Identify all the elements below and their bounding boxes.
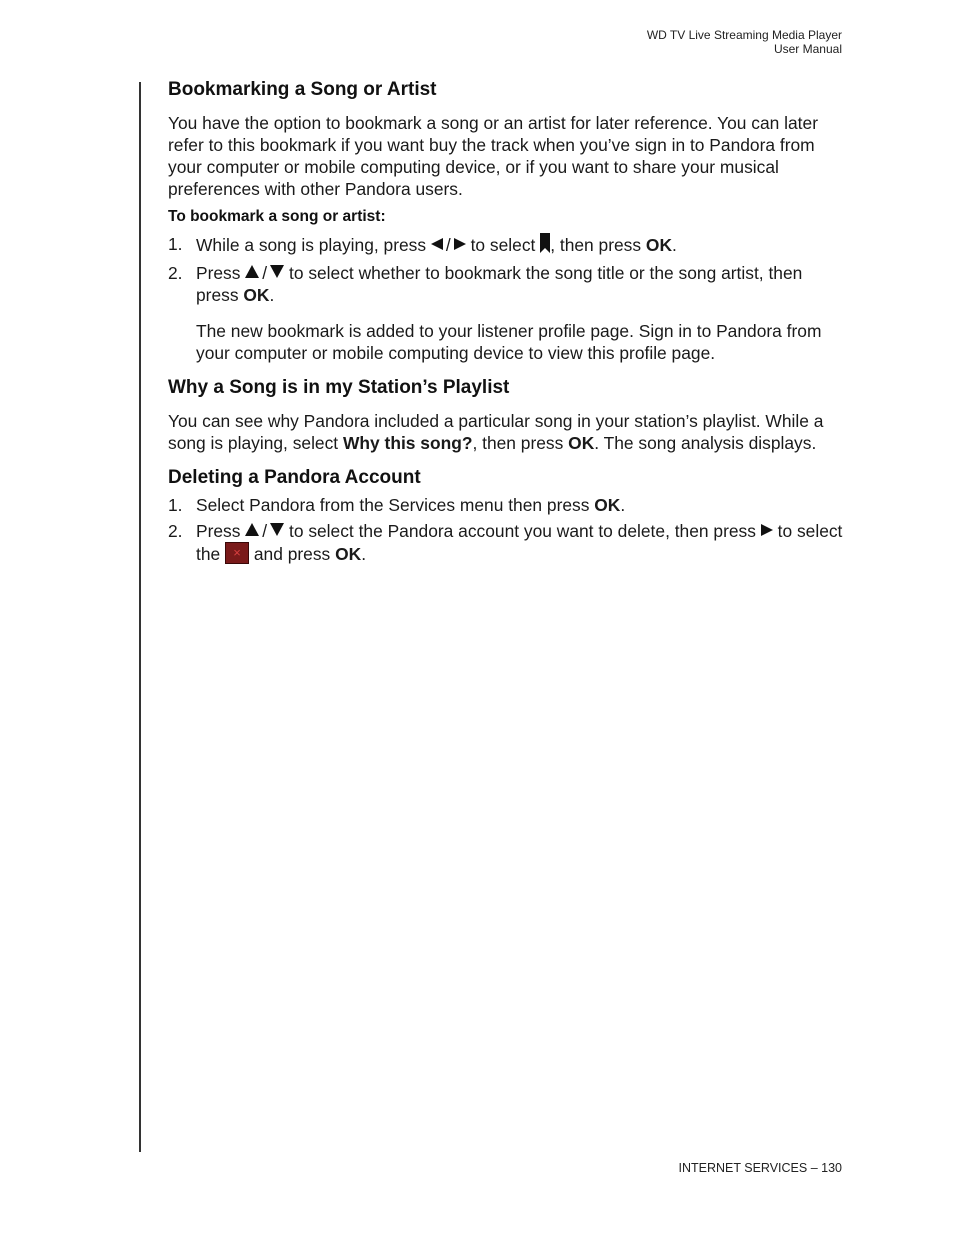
- delete-step-2: [168, 520, 844, 565]
- step-text: Press: [196, 263, 241, 283]
- ok-label: OK: [335, 544, 362, 564]
- step-end: .: [672, 235, 677, 255]
- step-text: to select whether to bookmark the song title or the song artist, then press: [196, 263, 803, 305]
- step-text: Press: [196, 521, 241, 541]
- ok-label: OK: [594, 495, 621, 515]
- body-text: You can see why Pandora included a particular song in your station’s playlist. While a song is playing, select: [168, 411, 824, 453]
- step-number: 2.: [168, 263, 183, 283]
- header-subtitle: User Manual: [773, 42, 842, 56]
- step-number: 1.: [168, 495, 183, 515]
- page-header: [647, 28, 842, 56]
- footer-section-label: INTERNET SERVICES: [678, 1161, 808, 1175]
- section-why-song-title: Why a Song is in my Station’s Playlist: [168, 377, 510, 398]
- body-text: , then press: [472, 433, 564, 453]
- step-end: .: [269, 285, 275, 305]
- delete-steps: [168, 494, 844, 565]
- step-text: and press: [253, 544, 331, 564]
- step-text: Select Pandora from the Services menu then press: [196, 495, 590, 515]
- step-end: .: [620, 495, 626, 515]
- bookmark-note: The new bookmark is added to your listener profile page. Sign in to Pandora from your computer or mobile computing device to view this profile page.: [196, 321, 822, 363]
- step-text: to select the: [196, 521, 843, 564]
- up-arrow-icon: [245, 265, 259, 278]
- down-arrow-icon: [270, 265, 284, 278]
- delete-step-1: [168, 494, 844, 516]
- section-bookmarking-title: Bookmarking a Song or Artist: [168, 79, 437, 100]
- ok-label: OK: [243, 285, 270, 305]
- section-why-song-body: [168, 410, 844, 454]
- step-text: to select the Pandora account you want to delete, then press: [288, 521, 756, 541]
- left-arrow-icon: [431, 238, 443, 250]
- right-arrow-icon: [761, 524, 773, 536]
- bookmark-step-2: [168, 262, 844, 306]
- bookmark-step-1: [168, 233, 844, 258]
- bookmark-procedure-heading: To bookmark a song or artist:: [168, 208, 386, 225]
- step-text: to select: [470, 235, 536, 255]
- ok-label: OK: [645, 235, 673, 255]
- section-bookmarking-body: You have the option to bookmark a song or an artist for later reference. You can later refer to this bookmark if you want buy the track when you’ve sign in to Pandora from your computer or mobile computing device, or if you want to share your musical preferences with other Pandora users.: [168, 113, 818, 199]
- slash: /: [262, 263, 268, 283]
- page-content: [168, 78, 844, 565]
- bookmark-steps: [168, 233, 844, 306]
- slash: /: [445, 235, 451, 255]
- header-title: WD TV Live Streaming Media Player: [646, 28, 842, 42]
- section-delete-account-title: Deleting a Pandora Account: [168, 467, 421, 488]
- left-margin-rule: [139, 82, 141, 1152]
- footer-separator: –: [807, 1161, 822, 1175]
- body-text: . The song analysis displays.: [594, 433, 817, 453]
- page-number: 130: [821, 1161, 842, 1175]
- step-number: 1.: [168, 234, 183, 254]
- up-arrow-icon: [245, 523, 259, 536]
- page-footer: [678, 1161, 842, 1175]
- ok-label: OK: [568, 433, 595, 453]
- step-text: , then press: [550, 235, 642, 255]
- delete-icon: [225, 542, 249, 564]
- right-arrow-icon: [454, 238, 466, 250]
- step-number: 2.: [168, 521, 183, 541]
- why-this-song-label: Why this song?: [342, 433, 473, 453]
- down-arrow-icon: [270, 523, 284, 536]
- step-text: While a song is playing, press: [196, 235, 427, 255]
- step-end: .: [361, 544, 367, 564]
- slash: /: [262, 521, 268, 541]
- bookmark-icon: [540, 233, 550, 258]
